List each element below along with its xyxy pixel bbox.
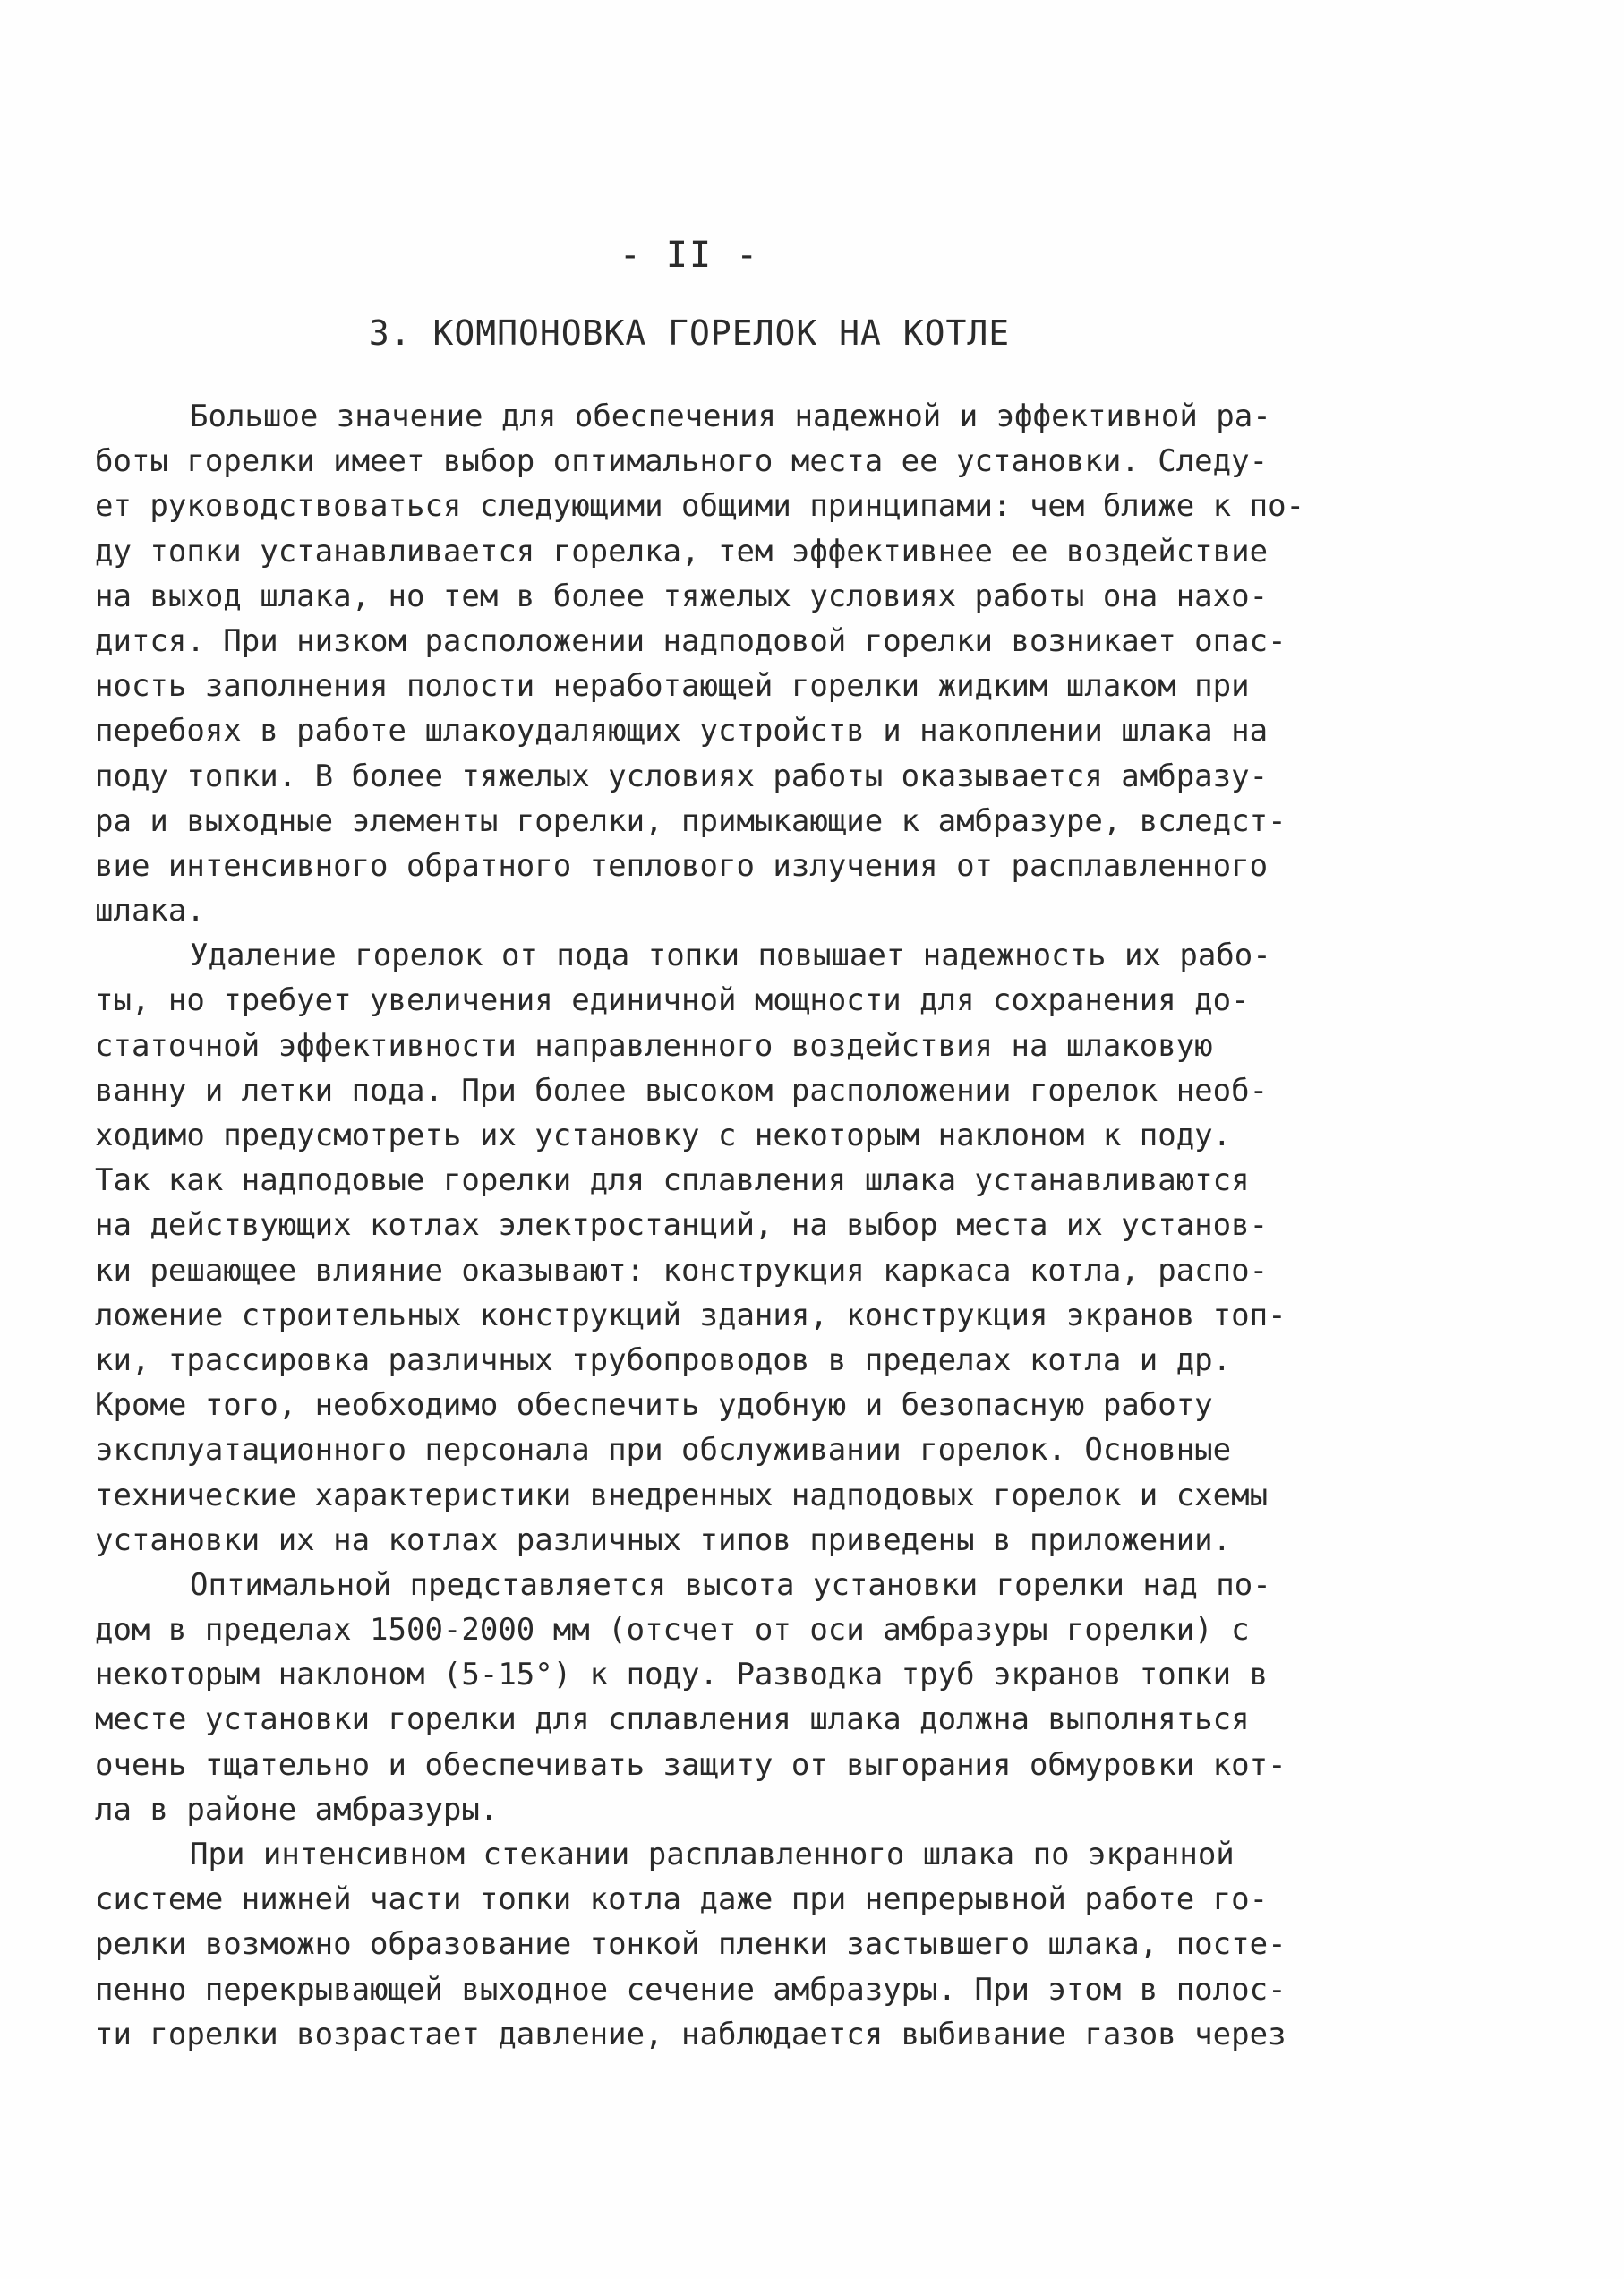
text-line: статочной эффективности направленного воздействия на шлаковую — [95, 1027, 1213, 1064]
paragraph — [95, 933, 1330, 1563]
text-line: технические характеристики внедренных надподовых горелок и схемы — [95, 1477, 1269, 1513]
text-line: ра и выходные элементы горелки, примыкающие к амбразуре, вследст- — [95, 802, 1286, 839]
text-line: ты, но требует увеличения единичной мощности для сохранения до- — [95, 982, 1250, 1019]
body-text — [95, 394, 1330, 2057]
text-line: Большое значение для обеспечения надежной и эффективной ра- — [190, 398, 1271, 434]
text-line: дом в пределах 1500-2000 мм (отсчет от оси амбразуры горелки) с — [95, 1612, 1250, 1649]
text-line: поду топки. В более тяжелых условиях работы оказывается амбразу- — [95, 758, 1269, 794]
text-line: релки возможно образование тонкой пленки застывшего шлака, посте- — [95, 1926, 1286, 1963]
text-line: ки, трассировка различных трубопроводов в пределах котла и др. — [95, 1341, 1232, 1378]
text-line: боты горелки имеет выбор оптимального места ее установки. Следу- — [95, 443, 1269, 480]
paragraph — [95, 1832, 1330, 2057]
text-line: ет руководствоваться следующими общими принципами: чем ближе к по- — [95, 488, 1305, 525]
text-line: ванну и летки пода. При более высоком расположении горелок необ- — [95, 1072, 1269, 1109]
text-line: очень тщательно и обеспечивать защиту от выгорания обмуровки кот- — [95, 1746, 1286, 1783]
text-line: перебоях в работе шлакоудаляющих устройств и накоплении шлака на — [95, 713, 1269, 750]
text-line: ки решающее влияние оказывают: конструкция каркаса котла, распо- — [95, 1252, 1269, 1289]
text-line: дится. При низком расположении надподовой горелки возникает опас- — [95, 622, 1286, 659]
text-line: ду топки устанавливается горелка, тем эффективнее ее воздействие — [95, 533, 1269, 570]
page-number: - II - — [619, 235, 760, 276]
text-line: ходимо предусмотреть их установку с некоторым наклоном к поду. — [95, 1118, 1232, 1153]
text-line: ла в районе амбразуры. — [95, 1791, 499, 1828]
text-line: на выход шлака, но тем в более тяжелых условиях работы она нахо- — [95, 578, 1269, 614]
text-line: Так как надподовые горелки для сплавления шлака устанавливаются — [95, 1162, 1250, 1199]
text-line: Кроме того, необходимо обеспечить удобную и безопасную работу — [95, 1387, 1213, 1424]
text-line: некоторым наклоном (5-15°) к поду. Разводка труб экранов топки в — [95, 1657, 1269, 1693]
paragraph — [95, 1563, 1330, 1832]
text-line: эксплуатационного персонала при обслуживании горелок. Основные — [95, 1432, 1232, 1469]
text-line: системе нижней части топки котла даже при непрерывной работе го- — [95, 1881, 1269, 1918]
paragraph — [95, 394, 1330, 933]
text-line: ти горелки возрастает давление, наблюдается выбивание газов через — [95, 2016, 1286, 2052]
text-line: При интенсивном стекании расплавленного шлака по экранной — [190, 1837, 1235, 1872]
text-line: Оптимальной представляется высота установки горелки над по- — [190, 1566, 1271, 1603]
text-line: пенно перекрывающей выходное сечение амбразуры. При этом в полос- — [95, 1971, 1286, 2008]
text-line: месте установки горелки для сплавления шлака должна выполняться — [95, 1701, 1250, 1738]
text-line: ность заполнения полости неработающей горелки жидким шлаком при — [95, 668, 1250, 705]
section-heading: 3. КОМПОНОВКА ГОРЕЛОК НА КОТЛЕ — [368, 313, 1011, 353]
text-line: установки их на котлах различных типов приведены в приложении. — [95, 1521, 1232, 1558]
text-line: ложение строительных конструкций здания, конструкция экранов топ- — [95, 1297, 1286, 1333]
text-line: на действующих котлах электростанций, на выбор места их установ- — [95, 1207, 1269, 1244]
text-line: шлака. — [95, 893, 205, 930]
text-line: Удаление горелок от пода топки повышает надежность их рабо- — [190, 938, 1271, 974]
text-line: вие интенсивного обратного теплового излучения от расплавленного — [95, 847, 1269, 884]
